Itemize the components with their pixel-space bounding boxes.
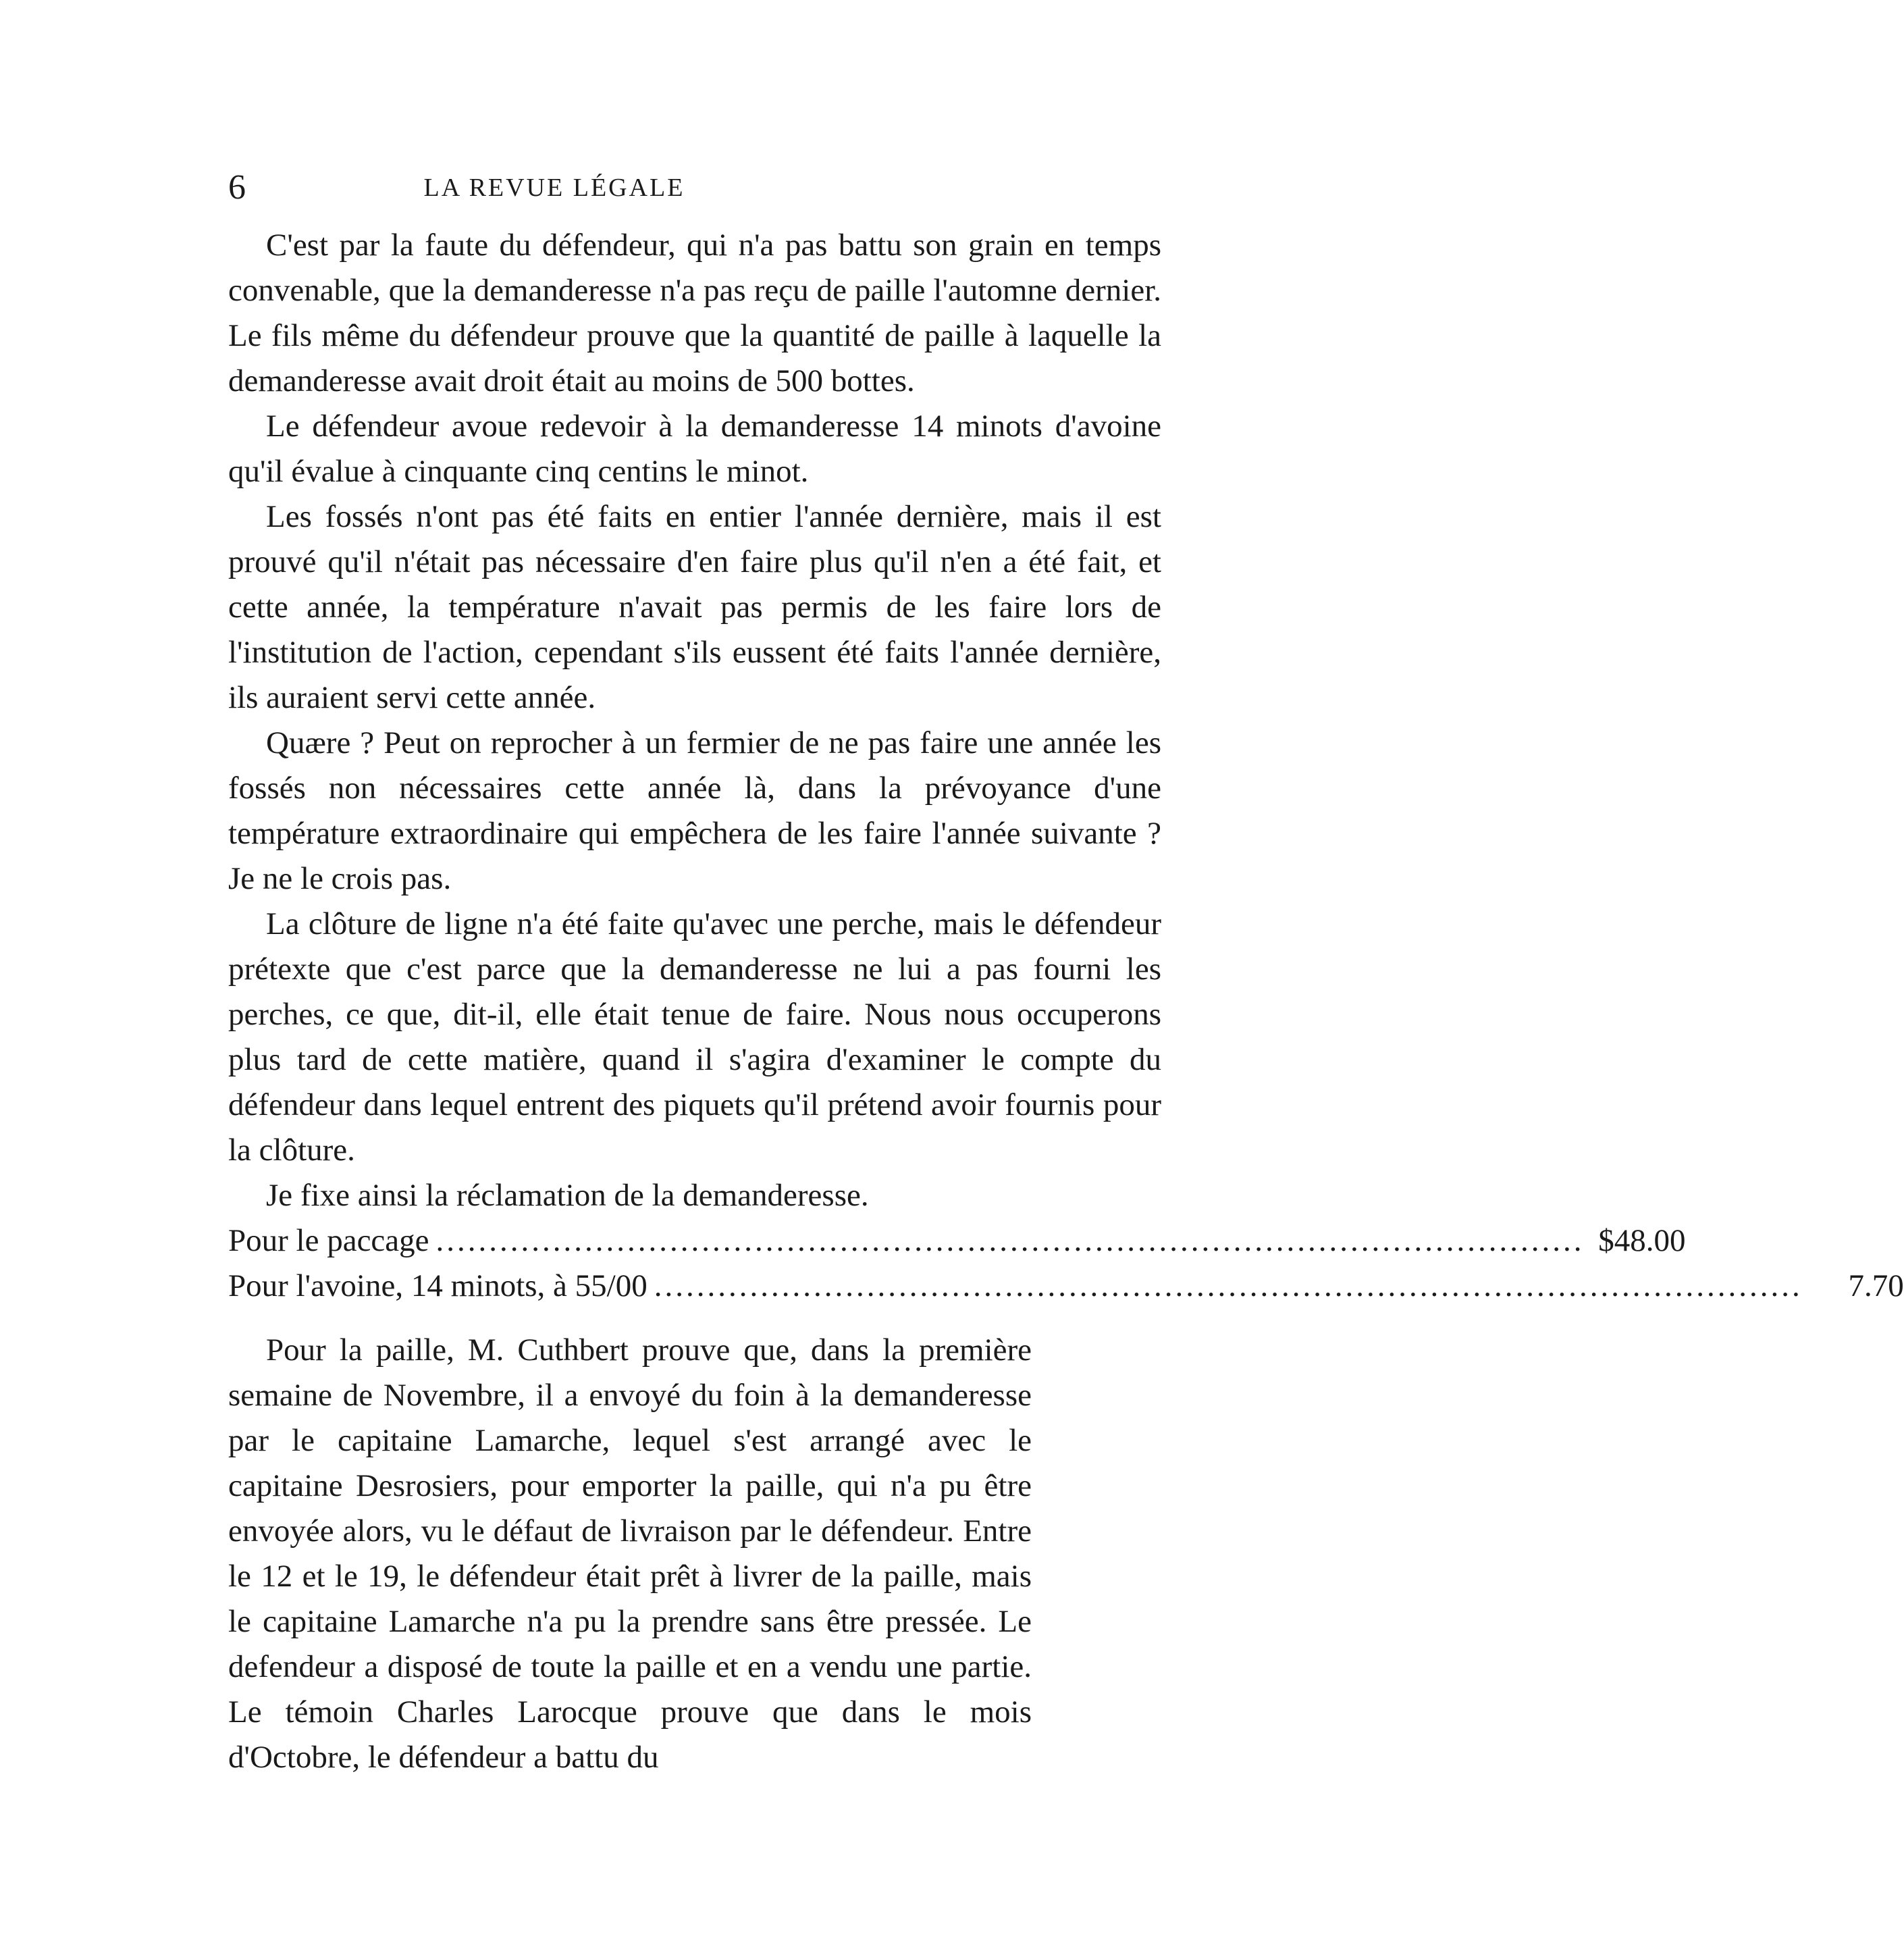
paragraph: Les fossés n'ont pas été faits en entier l'année dernière, mais il est prouvé qu'il n'était pas nécessaire d'en faire plus qu'il n'en a été fait, et cette année, la température n'avait pas permis de les faire lors de l'institution de l'action, cependant s'ils eussent été faits l'année dernière, ils auraient servi cette année.: [228, 499, 1161, 715]
paragraph: Le défendeur avoue redevoir à la demanderesse 14 minots d'avoine qu'il évalue à cinquante cinq centins le minot.: [228, 409, 1161, 489]
claim-amount: 7.70: [1848, 1268, 1904, 1303]
dot-leader: ............................................................................................................: [654, 1268, 1803, 1303]
claim-amount: $48.00: [1598, 1223, 1686, 1258]
paragraph: C'est par la faute du défendeur, qui n'a pas battu son grain en temps convenable, que la demanderesse n'a pas reçu de paille l'automne dernier. Le fils même du défendeur prouve que la quantité de paille à laquelle la demanderesse avait droit était au moins de 500 bottes.: [228, 228, 1161, 398]
page-number: 6: [228, 168, 246, 207]
paragraph: Quære ? Peut on reprocher à un fermier de ne pas faire une année les fossés non nécessaires cette année là, dans la prévoyance d'une température extraordinaire qui empêchera de les faire l'année suivante ? Je ne le crois pas.: [228, 725, 1161, 896]
paragraph: Pour la paille, M. Cuthbert prouve que, dans la première semaine de Novembre, il a envoyé du foin à la demanderesse par le capitaine Lamarche, lequel s'est arrangé avec le capitaine Desrosiers, pour emporter la paille, qui n'a pu être envoyée alors, vu le défaut de livraison par le défendeur. Entre le 12 et le 19, le défendeur était prêt à livrer de la paille, mais le capitaine Lamarche n'a pu la prendre sans être pressée. Le defendeur a disposé de toute la paille et en a vendu une partie. Le témoin Charles Larocque prouve que dans le mois d'Octobre, le défendeur a battu du: [228, 1332, 1032, 1775]
running-head: LA REVUE LÉGALE: [423, 174, 685, 202]
claim-label: Pour l'avoine, 14 minots, à 55/00: [228, 1268, 647, 1303]
claim-label: Pour le paccage: [228, 1223, 429, 1258]
paragraph: Je fixe ainsi la réclamation de la demanderesse.: [266, 1178, 869, 1213]
body-text: [228, 223, 1904, 1780]
claims-list: [228, 1218, 1904, 1309]
page-header: [228, 167, 880, 215]
paragraph: La clôture de ligne n'a été faite qu'avec une perche, mais le défendeur prétexte que c'est parce que la demanderesse ne lui a pas fourni les perches, ce que, dit-il, elle était tenue de faire. Nous nous occuperons plus tard de cette matière, quand il s'agira d'examiner le compte du défendeur dans lequel entrent des piquets qu'il prétend avoir fournis pour la clôture.: [228, 906, 1161, 1168]
dot-leader: ............................................................................................................: [435, 1223, 1585, 1258]
claim-row: [228, 1264, 1904, 1309]
claim-row: [228, 1218, 1686, 1264]
